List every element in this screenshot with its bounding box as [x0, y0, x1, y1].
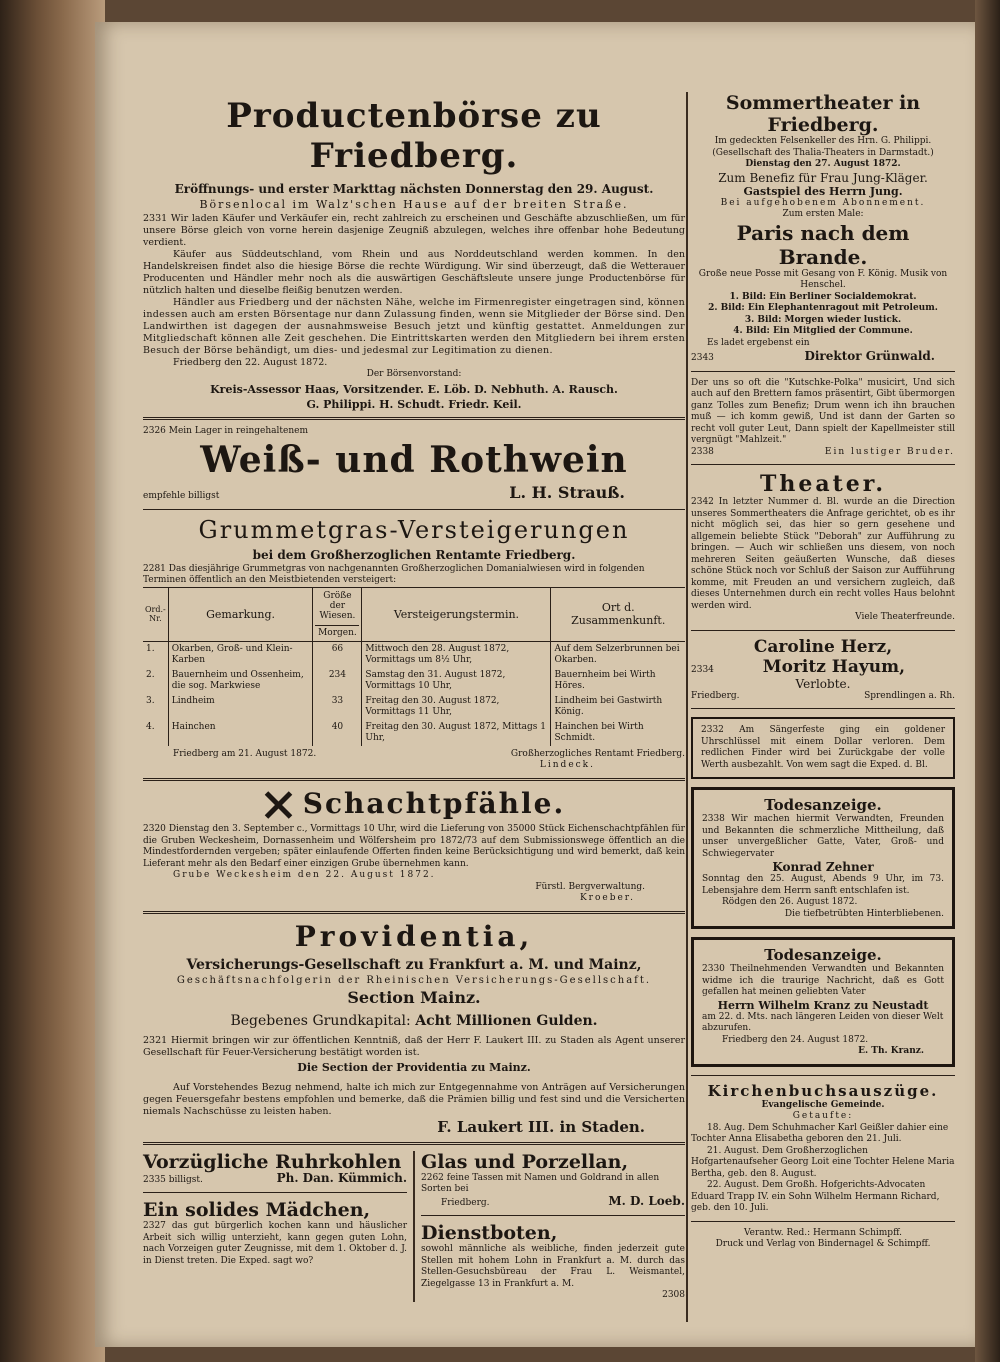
providentia-sign1: Die Section der Providentia zu Mainz. [297, 1060, 531, 1074]
column-divider [413, 1151, 415, 1302]
grummet-office: Großherzogliches Rentamt Friedberg. [510, 748, 685, 759]
kirche-e3: 22. August. Dem Großh. Hofgerichts-Advocaten Eduard Trapp IV. ein Sohn Wilhelm Hermann Richard, geb. den 10. Juli. [691, 1180, 940, 1213]
book-binding [0, 0, 105, 1362]
cell-gemarkung: Okarben, Groß- und Klein-Karben [168, 641, 313, 668]
cell-nr: 3. [143, 694, 168, 720]
providentia-capital-label: Begebenes Grundkapital: [230, 1012, 411, 1029]
productenboerse-body2: Käufer aus Süddeutschland, vom Rhein und aus Norddeutschland werden kommen. In den Handelskreisen findet also die hiesige Börse die rechte Würdigung. Wir sind überzeugt, daß die Wetterauer Producenten und Händler mehr noch als die auswärtigen Geschäftsleute unsere junge Productenbörse für nützlich halten und dieselbe fleißig benutzen werden. [143, 249, 685, 296]
sommer-invite: Es ladet ergebenst ein [707, 337, 810, 348]
glas-place: Friedberg. [441, 1197, 490, 1208]
maedchen-body: 2327 das gut bürgerlich kochen kann und häuslicher Arbeit sich willig unterzieht, kann gegen guten Lohn, nach Vorzeigen guter Zeugnisse, mit dem 1. Oktober d. J. in Dienst treten. Die Exped. sagt wo? [143, 1221, 407, 1266]
ad-grummet [143, 516, 685, 772]
kutsch-signer: Ein lustiger Bruder. [824, 446, 955, 457]
cell-gemarkung: Lindheim [168, 694, 313, 720]
cell-gemarkung: Hainchen [168, 720, 313, 746]
ad-todesanzeige-kranz [691, 937, 955, 1067]
col-unit: Morgen. [315, 625, 359, 638]
wein-signer: L. H. Strauß. [509, 483, 625, 502]
kutsch-nr: 2338 [691, 446, 714, 457]
verlobt-place2: Sprendlingen a. Rh. [864, 690, 955, 701]
cell-termin: Freitag den 30. August 1872, Mittags 1 Uhr, [362, 720, 551, 746]
kirchenbuch [691, 1082, 955, 1215]
providentia-body1: 2321 Hiermit bringen wir zur öffentlichen Kenntniß, daß der Herr F. Laukert III. zu Staden als Agent unserer Gesellschaft für Feuer-Versicherung bestätigt worden ist. [143, 1034, 685, 1058]
cell-ort: Lindheim bei Gastwirth König. [554, 695, 663, 717]
sommer-l2: (Gesellschaft des Thalia-Theaters in Darmstadt.) [712, 147, 934, 158]
tod2-title: Todesanzeige. [764, 946, 882, 964]
kirche-label: Getaufte: [792, 1111, 854, 1121]
productenboerse-names1: Kreis-Assessor Haas, Vorsitzender. E. Löb. D. Nebhuth. A. Rausch. [210, 382, 618, 396]
providentia-sub2: Geschäftsnachfolgerin der Rheinischen Versicherungs-Gesellschaft. [176, 974, 652, 986]
uhr-body: 2332 Am Sängerfeste ging ein goldener Uhrschlüssel mit einem Dollar verloren. Dem redlichen Finder wird bei Zurückgabe der volle Werth ausbezahlt. Von wem sagt die Exped. d. Bl. [701, 725, 945, 770]
divider [143, 911, 685, 914]
wein-left: empfehle billigst [143, 491, 220, 501]
grummet-date: Friedberg am 21. August 1872. [173, 748, 317, 759]
schacht-sign2: Kroeber. [579, 893, 635, 903]
cell-ort: Auf dem Selzerbrunnen bei Okarben. [554, 643, 680, 665]
tod2-date: Friedberg den 24. August 1872. [722, 1034, 869, 1045]
tod2-name: Herrn Wilhelm Kranz zu Neustadt [717, 998, 929, 1012]
bottom-ads [143, 1151, 685, 1302]
providentia-sub: Versicherungs-Gesellschaft zu Frankfurt a. M. und Mainz, [186, 956, 642, 973]
theater-title: Theater. [759, 471, 886, 497]
cell-size: 33 [313, 694, 362, 720]
divider [143, 778, 685, 781]
cell-termin: Mittwoch den 28. August 1872, Vormittags um 8½ Uhr, [362, 641, 551, 668]
sommer-title: Sommertheater in Friedberg. [725, 92, 921, 136]
cell-size: 66 [313, 641, 362, 668]
grummet-table [143, 587, 685, 746]
kutsch-body: Der uns so oft die "Kutschke-Polka" musicirt, Und sich auch auf den Brettern famos präsentirt, Gibt übermorgen ganz Tolles zum Benefiz; Drum wenn ich ihn brauchen muß — ich komm gewiß, Und ist dann der Garten so recht voll guter Leut, Dann spielt der Kapellmeister still vergnügt "Mahlzeit." [691, 377, 955, 445]
cell-ort: Bauernheim bei Wirth Höres. [554, 669, 656, 691]
productenboerse-sub2: Börsenlocal im Walz'schen Hause auf der breiten Straße. [199, 198, 629, 211]
verlobt-nr: 2334 [691, 664, 714, 675]
verlobt-name1: Caroline Herz, [753, 636, 893, 657]
tod2-signer: E. Th. Kranz. [858, 1046, 924, 1056]
tod1-date: Rödgen den 26. August 1872. [722, 897, 858, 907]
divider [143, 1192, 407, 1193]
kirche-sub: Evangelische Gemeinde. [761, 1099, 885, 1110]
hammer-pick-icon [263, 790, 293, 820]
tod1-body: 2338 Wir machen hiermit Verwandten, Freunden und Bekannten die schmerzliche Mittheilung, daß unser unvergeßlicher Gatte, Vater, Groß- und Schwiegervater [702, 814, 944, 859]
ad-sommertheater [691, 92, 955, 365]
ad-theater [691, 471, 955, 624]
sommer-l3: Dienstag den 27. August 1872. [745, 159, 901, 169]
right-column [691, 92, 955, 1251]
newspaper-page [95, 22, 975, 1347]
verlobt-place1: Friedberg. [691, 690, 740, 701]
table-row [143, 668, 685, 694]
schacht-body: 2320 Dienstag den 3. September c., Vormittags 10 Uhr, wird die Lieferung von 35000 Stück Eichenschachtpfählen für die Gruben Weckesheim, Dornassenheim und Wölfersheim pro 1872/73 auf dem Submissionswege öffentlich an die Mindestfordernden vergeben; später einlaufende Offerten finden keine Berücksichtigung und wird bemerkt, daß kein Lieferant mehr als den Bedarf einer einzigen Grube übernehmen kann. [143, 824, 685, 869]
providentia-capital: Acht Millionen Gulden. [415, 1012, 598, 1029]
sommer-b1: 1. Bild: Ein Berliner Socialdemokrat. [729, 291, 917, 302]
sommer-l1: Im gedeckten Felsenkeller des Hrn. G. Philippi. [714, 136, 932, 146]
tod2-body2: am 22. d. Mts. nach längeren Leiden von dieser Welt abzurufen. [702, 1011, 944, 1033]
sommer-l4: Zum Benefiz für Frau Jung-Kläger. [718, 170, 928, 185]
wein-title: Weiß- und Rothwein [200, 439, 628, 481]
cell-termin: Samstag den 31. August 1872, Vormittags 10 Uhr, [362, 668, 551, 694]
glas-body: 2262 feine Tassen mit Namen und Goldrand in allen Sorten bei [421, 1172, 660, 1194]
page-edge [975, 0, 1000, 1362]
ad-todesanzeige-zehner [691, 787, 955, 929]
table-row [143, 694, 685, 720]
providentia-sign2: F. Laukert III. in Staden. [437, 1117, 645, 1136]
grummet-signer: Lindeck. [539, 760, 595, 770]
ad-schacht [143, 787, 685, 905]
productenboerse-body3: Händler aus Friedberg und der nächsten Nähe, welche im Firmenregister eingetragen sind, können indessen auch am ersten Börsentage nur dann Zulassung finden, wenn sie Mitglieder der Börse sind. Den Landwirthen ist dagegen der ausnahmsweise Besuch jetzt und künftig gestattet. Anmeldungen zur Mitgliedschaft können alle Zeit geschehen. Die Eintrittskarten werden den Mitgliedern bei ihrem ersten Besuch der Börse behändigt, um dies- und jedesmal zur Legitimation zu dienen. [143, 297, 685, 356]
ruhr-signer: Ph. Dan. Kümmich. [276, 1170, 407, 1185]
col-termin: Versteigerungstermin. [362, 587, 551, 641]
theater-body: 2342 In letzter Nummer d. Bl. wurde an die Direction unseres Sommertheaters die Anfrage gerichtet, ob es ihr nicht möglich sei, das hier so gern gesehene und allgemein beliebte Stück "Deborah" zur Aufführung zu bringen. — Auch wir schließen uns diesem, von noch mehreren Seiten geäußerten Wunsche, daß dieses schöne Stück noch vor Schluß der Saison zur Aufführung komme, mit Freuden an und versichern zugleich, daß dieses Unternehmen durch ein recht volles Haus belohnt werden wird. [691, 497, 955, 611]
tod1-title: Todesanzeige. [764, 796, 882, 814]
glas-title: Glas und Porzellan, [421, 1150, 629, 1173]
providentia-title: Providentia, [294, 919, 534, 953]
cell-nr: 1. [143, 641, 168, 668]
column-divider [686, 92, 688, 1322]
ad-wein [143, 426, 685, 503]
schacht-sign1: Fürstl. Bergverwaltung. [535, 881, 645, 892]
providentia-section: Section Mainz. [347, 987, 481, 1007]
divider [143, 509, 685, 510]
footer-l1: Verantw. Red.: Hermann Schimpff. [744, 1227, 902, 1238]
tod1-name: Konrad Zehner [772, 860, 874, 874]
productenboerse-body1: 2331 Wir laden Käufer und Verkäufer ein, recht zahlreich zu erscheinen und Geschäfte abzuschließen, um für unsere Börse gleich von vorne herein dasjenige Zeugniß abzulegen, welches ihre offenbar hohe Bedeutung verdient. [143, 213, 685, 248]
table-row [143, 641, 685, 668]
cell-nr: 2. [143, 668, 168, 694]
cell-ort: Hainchen bei Wirth Schmidt. [554, 721, 644, 743]
dienst-body: sowohl männliche als weibliche, finden jederzeit gute Stellen mit hohem Lohn in Frankfurt a. M. durch das Stellen-Gesuchsbüreau der Frau L. Weismantel, Ziegelgasse 13 in Frankfurt a. M. [421, 1244, 685, 1289]
tod1-signer: Die tiefbetrübten Hinterbliebenen. [784, 908, 944, 919]
sommer-signer: Direktor Grünwald. [804, 349, 935, 363]
bottom-left [143, 1151, 407, 1302]
grummet-intro: 2281 Das diesjährige Grummetgras von nachgenannten Großherzoglichen Domanialwiesen wird in folgenden Terminen öffentlich an den Meistbietenden versteigert: [143, 563, 645, 585]
sommer-nr: 2343 [691, 353, 714, 363]
left-column [143, 92, 685, 1302]
dienst-nr: 2308 [662, 1290, 685, 1300]
theater-signer: Viele Theaterfreunde. [855, 612, 955, 622]
divider [691, 1221, 955, 1222]
col-gemarkung: Gemarkung. [168, 587, 313, 641]
divider [691, 1075, 955, 1076]
col-groesse [313, 587, 362, 641]
productenboerse-sub1: Eröffnungs- und erster Markttag nächsten Donnerstag den 29. August. [174, 182, 654, 196]
verlobt-label: Verlobte. [795, 676, 851, 691]
footer-l2: Druck und Verlag von Bindernagel & Schimpff. [715, 1239, 931, 1249]
tod2-body: 2330 Theilnehmenden Verwandten und Bekannten widme ich die traurige Nachricht, daß es Gott gefallen hat meinen geliebten Vater [702, 964, 944, 997]
schacht-heading [143, 787, 685, 821]
ad-providentia [143, 920, 685, 1136]
cell-size: 234 [313, 668, 362, 694]
col-groesse-label: Größe der Wiesen. [319, 590, 356, 621]
table-row [143, 720, 685, 746]
divider [691, 708, 955, 709]
tod1-body2: Sonntag den 25. August, Abends 9 Uhr, im 73. Lebensjahre dem Herrn sanft entschlafen ist. [702, 874, 944, 896]
schacht-title: Schachtpfähle. [302, 786, 566, 820]
productenboerse-date: Friedberg den 22. August 1872. [173, 357, 328, 368]
ad-uhrschluessel [691, 717, 955, 779]
productenboerse-names2: G. Philippi. H. Schudt. Friedr. Keil. [306, 397, 522, 411]
divider [143, 1142, 685, 1145]
divider [143, 417, 685, 420]
col-ort: Ort d. Zusammenkunft. [551, 587, 685, 641]
ruhr-nr: 2335 billigst. [143, 1174, 203, 1185]
ruhr-title: Vorzügliche Ruhrkohlen [143, 1150, 402, 1173]
sommer-b2: 2. Bild: Ein Elephantenragout mit Petroleum. [708, 303, 938, 313]
cell-size: 40 [313, 720, 362, 746]
productenboerse-title: Productenbörse zu Friedberg. [226, 96, 602, 176]
grummet-sub: bei dem Großherzoglichen Rentamte Friedberg. [252, 547, 576, 562]
kirche-e2: 21. August. Dem Großherzoglichen Hofgartenaufseher Georg Loit eine Tochter Helene Maria Bertha, geb. den 8. August. [691, 1145, 955, 1179]
sommer-b3: 3. Bild: Morgen wieder lustick. [744, 314, 902, 325]
schacht-date: Grube Weckesheim den 22. August 1872. [173, 870, 436, 880]
cell-gemarkung: Bauernheim und Ossenheim, die sog. Markwiese [168, 668, 313, 694]
sommer-play: Paris nach dem Brande. [736, 220, 910, 269]
maedchen-title: Ein solides Mädchen, [143, 1199, 371, 1221]
sommer-l7: Zum ersten Male: [782, 209, 864, 219]
glas-signer: M. D. Loeb. [608, 1193, 685, 1208]
ad-verlobt [691, 637, 955, 703]
wein-intro: 2326 Mein Lager in reingehaltenem [143, 425, 309, 436]
dienst-title: Dienstboten, [421, 1222, 558, 1244]
productenboerse-board: Der Börsenvorstand: [366, 369, 462, 379]
bottom-right [421, 1151, 685, 1302]
sommer-b4: 4. Bild: Ein Mitglied der Commune. [733, 326, 913, 336]
divider [691, 630, 955, 631]
ad-productenboerse [143, 96, 685, 411]
ad-kutschke [691, 378, 955, 459]
kirche-title: Kirchenbuchsauszüge. [707, 1081, 939, 1100]
providentia-body2: Auf Vorstehendes Bezug nehmend, halte ich mich zur Entgegennahme von Anträgen auf Versicherungen gegen Feuersgefahr bestens empfohlen und bemerke, daß die Prämien billig und fest sind und die Versicherten niemals Nachschüsse zu leisten haben. [143, 1081, 685, 1117]
grummet-title: Grummetgras-Versteigerungen [198, 515, 630, 544]
verlobt-name2: Moritz Hayum, [762, 656, 905, 677]
cell-termin: Freitag den 30. August 1872, Vormittags 11 Uhr, [362, 694, 551, 720]
divider [691, 371, 955, 372]
col-ordnr: Ord.-Nr. [143, 587, 168, 641]
cell-nr: 4. [143, 720, 168, 746]
divider [421, 1215, 685, 1216]
divider [691, 464, 955, 465]
sommer-l6: Bei aufgehobenem Abonnement. [720, 197, 926, 208]
kirche-e1: 18. Aug. Dem Schuhmacher Karl Geißler dahier eine Tochter Anna Elisabetha geboren den 21. Juli. [691, 1122, 949, 1144]
sommer-l5: Gastspiel des Herrn Jung. [743, 184, 903, 198]
sommer-l8: Große neue Posse mit Gesang von F. König. Musik von Henschel. [698, 268, 948, 290]
